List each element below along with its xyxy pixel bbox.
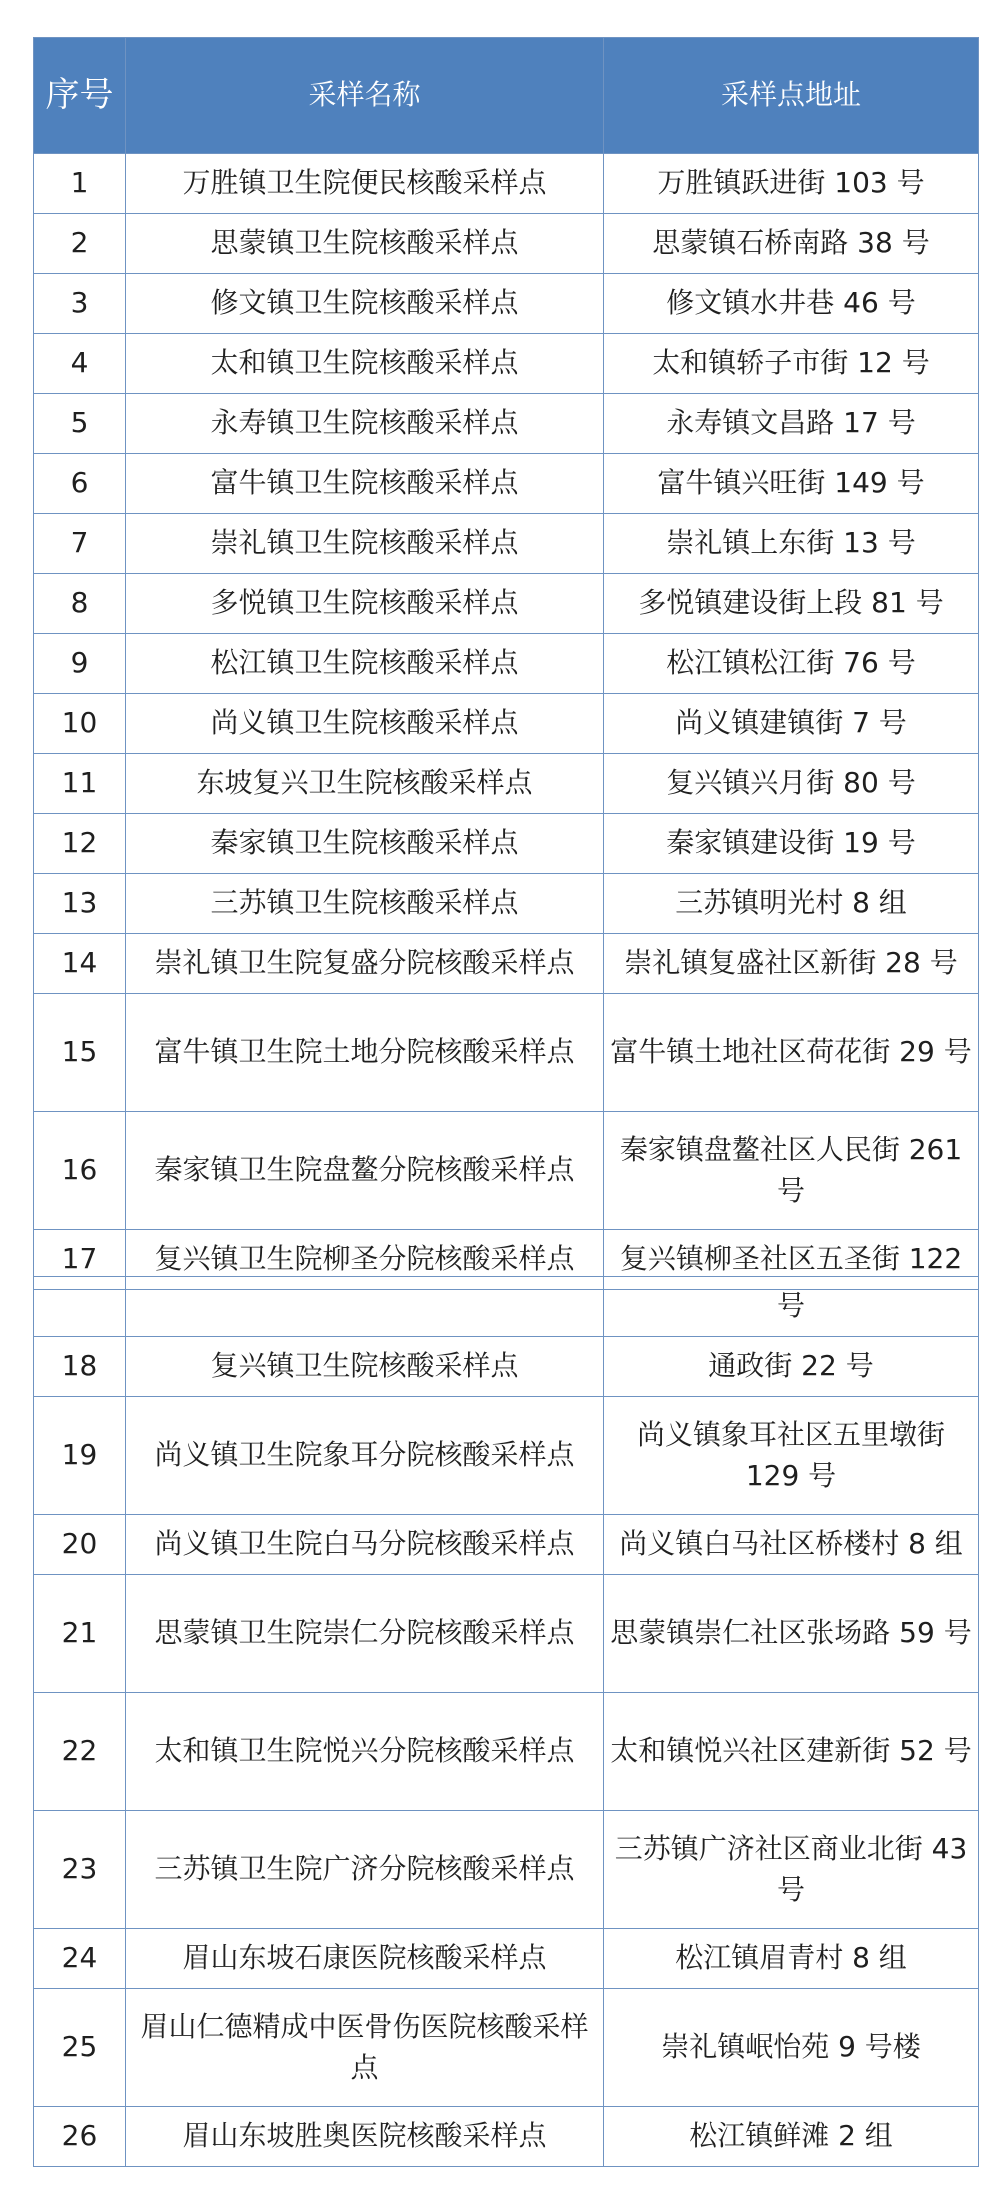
row-name: 尚义镇卫生院核酸采样点 <box>126 694 604 754</box>
row-address: 尚义镇象耳社区五里墩街 129 号 <box>604 1397 979 1515</box>
row-seq: 16 <box>34 1112 126 1230</box>
header-seq: 序号 <box>34 38 126 154</box>
row-name: 复兴镇卫生院核酸采样点 <box>126 1337 604 1397</box>
row-address: 崇礼镇复盛社区新街 28 号 <box>604 934 979 994</box>
table-row <box>34 1515 979 1575</box>
row-name: 太和镇卫生院核酸采样点 <box>126 334 604 394</box>
row-name: 富牛镇卫生院土地分院核酸采样点 <box>126 994 604 1112</box>
row-address: 复兴镇兴月街 80 号 <box>604 754 979 814</box>
row-address: 富牛镇土地社区荷花街 29 号 <box>604 994 979 1112</box>
row-seq: 17 <box>34 1230 126 1290</box>
row-name: 秦家镇卫生院盘鳌分院核酸采样点 <box>126 1112 604 1230</box>
row-address: 秦家镇建设街 19 号 <box>604 814 979 874</box>
table-row <box>34 1693 979 1811</box>
row-seq: 10 <box>34 694 126 754</box>
row-address: 松江镇眉青村 8 组 <box>604 1929 979 1989</box>
row-name: 永寿镇卫生院核酸采样点 <box>126 394 604 454</box>
row-address: 三苏镇广济社区商业北街 43 号 <box>604 1811 979 1929</box>
table-row <box>34 1811 979 1929</box>
row-address: 尚义镇白马社区桥楼村 8 组 <box>604 1515 979 1575</box>
row-address: 通政街 22 号 <box>604 1337 979 1397</box>
row-address: 崇礼镇上东街 13 号 <box>604 514 979 574</box>
row-seq: 24 <box>34 1929 126 1989</box>
row-name: 富牛镇卫生院核酸采样点 <box>126 454 604 514</box>
table-row <box>34 1397 979 1515</box>
row-address: 号 <box>604 1277 979 1337</box>
table-row <box>34 1929 979 1989</box>
row-seq: 13 <box>34 874 126 934</box>
row-address: 崇礼镇岷怡苑 9 号楼 <box>604 1989 979 2107</box>
row-name: 复兴镇卫生院柳圣分院核酸采样点 <box>126 1230 604 1290</box>
row-name: 松江镇卫生院核酸采样点 <box>126 634 604 694</box>
row-address: 尚义镇建镇街 7 号 <box>604 694 979 754</box>
row-address: 多悦镇建设街上段 81 号 <box>604 574 979 634</box>
row-name: 东坡复兴卫生院核酸采样点 <box>126 754 604 814</box>
table-row <box>34 154 979 214</box>
row-name: 尚义镇卫生院白马分院核酸采样点 <box>126 1515 604 1575</box>
sampling-points-table-part2 <box>33 1276 979 2167</box>
row-name: 思蒙镇卫生院核酸采样点 <box>126 214 604 274</box>
table-row <box>34 994 979 1112</box>
table-row <box>34 1337 979 1397</box>
row-seq: 14 <box>34 934 126 994</box>
table-row <box>34 394 979 454</box>
table-row <box>34 754 979 814</box>
row-seq: 5 <box>34 394 126 454</box>
row-name: 眉山东坡石康医院核酸采样点 <box>126 1929 604 1989</box>
table-row <box>34 214 979 274</box>
table-row <box>34 2107 979 2167</box>
table-row <box>34 694 979 754</box>
row-seq: 3 <box>34 274 126 334</box>
row-address: 思蒙镇崇仁社区张场路 59 号 <box>604 1575 979 1693</box>
row-name: 多悦镇卫生院核酸采样点 <box>126 574 604 634</box>
row-address: 松江镇松江街 76 号 <box>604 634 979 694</box>
row-seq: 22 <box>34 1693 126 1811</box>
table-row <box>34 1112 979 1230</box>
row-seq: 18 <box>34 1337 126 1397</box>
table-row <box>34 634 979 694</box>
table-row <box>34 934 979 994</box>
header-name: 采样名称 <box>126 38 604 154</box>
row-seq: 12 <box>34 814 126 874</box>
row-seq: 11 <box>34 754 126 814</box>
row-seq: 1 <box>34 154 126 214</box>
row-name: 崇礼镇卫生院复盛分院核酸采样点 <box>126 934 604 994</box>
row-address: 思蒙镇石桥南路 38 号 <box>604 214 979 274</box>
table-row <box>34 574 979 634</box>
row-seq: 15 <box>34 994 126 1112</box>
row-name <box>126 1277 604 1337</box>
row-name: 太和镇卫生院悦兴分院核酸采样点 <box>126 1693 604 1811</box>
sampling-points-table-part1 <box>33 37 979 1290</box>
row-address: 松江镇鲜滩 2 组 <box>604 2107 979 2167</box>
row-name: 眉山东坡胜奥医院核酸采样点 <box>126 2107 604 2167</box>
row-name: 秦家镇卫生院核酸采样点 <box>126 814 604 874</box>
table-row <box>34 1989 979 2107</box>
table-row <box>34 814 979 874</box>
row-address: 修文镇水井巷 46 号 <box>604 274 979 334</box>
row-seq <box>34 1277 126 1337</box>
table-row <box>34 514 979 574</box>
row-name: 思蒙镇卫生院崇仁分院核酸采样点 <box>126 1575 604 1693</box>
row-name: 尚义镇卫生院象耳分院核酸采样点 <box>126 1397 604 1515</box>
row-seq: 25 <box>34 1989 126 2107</box>
row-seq: 26 <box>34 2107 126 2167</box>
row-address: 太和镇悦兴社区建新街 52 号 <box>604 1693 979 1811</box>
row-address: 永寿镇文昌路 17 号 <box>604 394 979 454</box>
row-name: 万胜镇卫生院便民核酸采样点 <box>126 154 604 214</box>
row-address: 太和镇轿子市街 12 号 <box>604 334 979 394</box>
row-seq: 4 <box>34 334 126 394</box>
row-seq: 23 <box>34 1811 126 1929</box>
row-seq: 21 <box>34 1575 126 1693</box>
row-seq: 7 <box>34 514 126 574</box>
table-header-row <box>34 38 979 154</box>
row-seq: 8 <box>34 574 126 634</box>
table-row <box>34 274 979 334</box>
row-seq: 9 <box>34 634 126 694</box>
table-row <box>34 874 979 934</box>
row-name: 修文镇卫生院核酸采样点 <box>126 274 604 334</box>
row-name: 眉山仁德精成中医骨伤医院核酸采样点 <box>126 1989 604 2107</box>
row-address: 三苏镇明光村 8 组 <box>604 874 979 934</box>
row-name: 崇礼镇卫生院核酸采样点 <box>126 514 604 574</box>
row-address: 秦家镇盘鳌社区人民街 261 号 <box>604 1112 979 1230</box>
row-seq: 19 <box>34 1397 126 1515</box>
table-row <box>34 334 979 394</box>
row-address: 复兴镇柳圣社区五圣街 122 <box>604 1230 979 1290</box>
table-row <box>34 1575 979 1693</box>
row-name: 三苏镇卫生院广济分院核酸采样点 <box>126 1811 604 1929</box>
table-row-continuation <box>34 1277 979 1337</box>
row-address: 富牛镇兴旺街 149 号 <box>604 454 979 514</box>
table-row <box>34 454 979 514</box>
row-seq: 6 <box>34 454 126 514</box>
row-seq: 2 <box>34 214 126 274</box>
row-name: 三苏镇卫生院核酸采样点 <box>126 874 604 934</box>
header-address: 采样点地址 <box>604 38 979 154</box>
row-address: 万胜镇跃进街 103 号 <box>604 154 979 214</box>
row-seq: 20 <box>34 1515 126 1575</box>
